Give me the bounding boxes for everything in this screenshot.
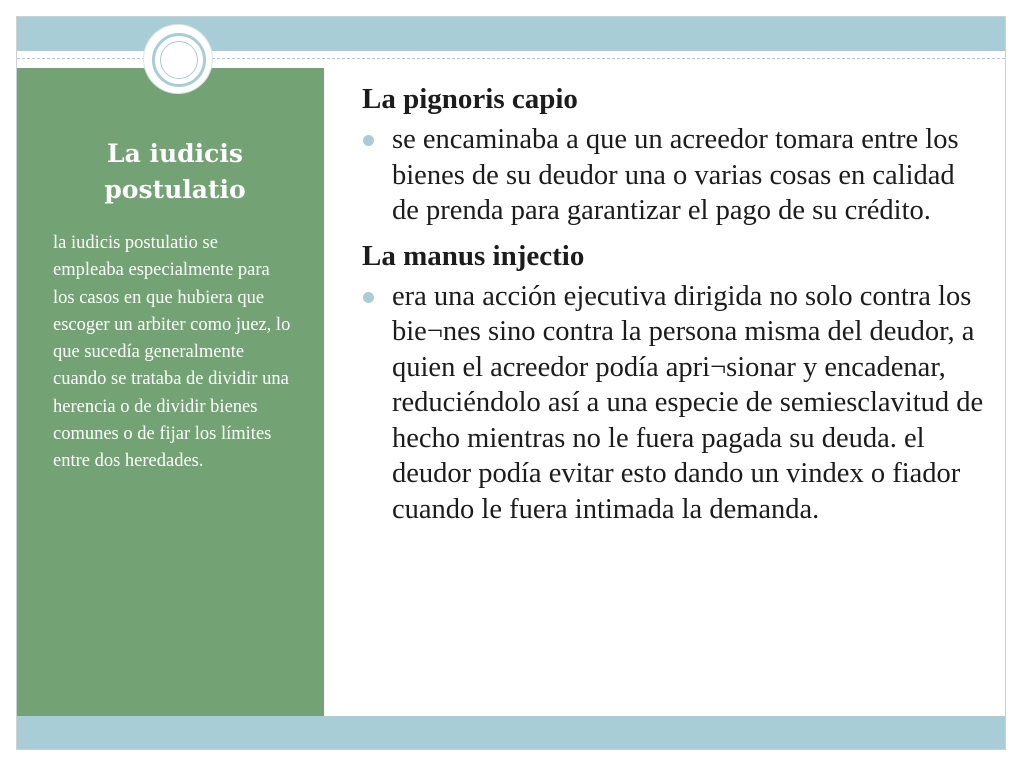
circle-emblem-icon [144, 25, 212, 93]
bottom-band [17, 716, 1005, 749]
section-manus-injectio [362, 237, 986, 528]
sidebar-body-text: la iudicis postulatio se empleaba especialmente para los casos en que hubiera que escoger un arbiter como juez, lo que sucedía generalmente cuando se trataba de dividir una herencia o de dividir bienes comunes o de fijar los límites entre dos heredades. [53, 233, 291, 472]
sidebar-title: La iudicis postulatio [104, 139, 246, 204]
section-pignoris-capio [362, 80, 986, 229]
section-heading: La manus injectio [362, 239, 585, 272]
bullet-dot-icon [363, 292, 374, 303]
bullet-dot-icon [363, 135, 374, 146]
bullet-text: se encaminaba a que un acreedor tomara entre los bienes de su deudor una o varias cosas en calidad de prenda para garantizar el pago de su crédito. [392, 124, 959, 226]
main-content [362, 80, 986, 535]
emblem-ring [152, 33, 206, 87]
bullet-item [362, 279, 986, 528]
emblem-inner-ring [160, 41, 198, 79]
bullet-item [362, 122, 986, 229]
bullet-text: era una acción ejecutiva dirigida no solo contra los bie¬nes sino contra la persona misma del deudor, a quien el acreedor podía apri¬sionar y encadenar, reduciéndolo así a una especie de semiesclavitud de hecho mientras no le fuera pagada su deuda. el deudor podía evitar esto dando un vindex o fiador cuando le fuera intimada la demanda. [392, 280, 984, 525]
section-heading: La pignoris capio [362, 83, 578, 115]
